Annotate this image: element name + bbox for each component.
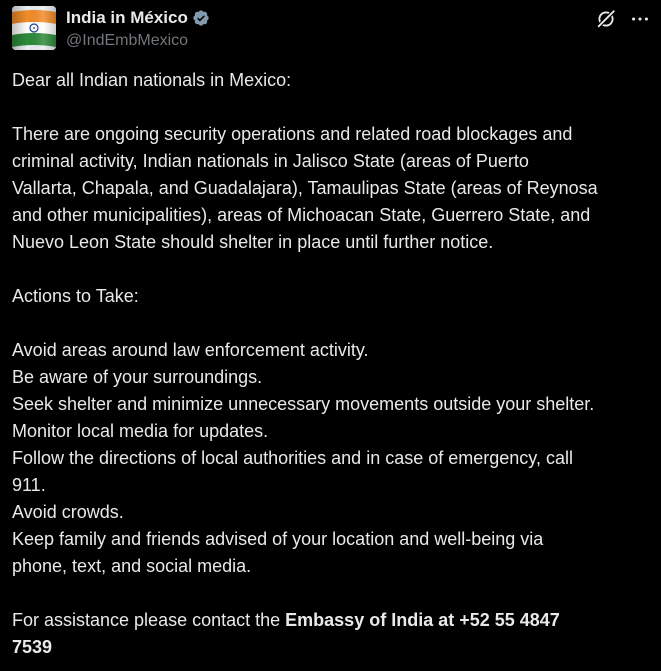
grok-icon[interactable] [595, 8, 617, 30]
action-line: Be aware of your surroundings. [12, 367, 263, 387]
actions-heading: Actions to Take: [12, 286, 139, 306]
action-line: Monitor local media for updates. [12, 421, 269, 441]
embassy-contact-continued: 7539 [12, 637, 53, 657]
action-line: phone, text, and social media. [12, 556, 252, 576]
action-line: Avoid areas around law enforcement activity. [12, 340, 369, 360]
india-flag-icon [12, 6, 56, 50]
action-line: Keep family and friends advised of your location and well-being via [12, 529, 544, 549]
actions-list [12, 337, 654, 580]
paragraph-line: and other municipalities), areas of Michoacan State, Guerrero State, and [12, 205, 591, 225]
paragraph-line: Vallarta, Chapala, and Guadalajara), Tamaulipas State (areas of Reynosa [12, 178, 598, 198]
paragraph-gap [12, 310, 654, 337]
action-line: Seek shelter and minimize unnecessary movements outside your shelter. [12, 394, 595, 414]
embassy-contact: Embassy of India at +52 55 4847 [285, 610, 560, 630]
greeting: Dear all Indian nationals in Mexico: [12, 70, 292, 90]
avatar[interactable] [12, 6, 56, 50]
display-name[interactable]: India in México [66, 8, 188, 27]
post-text [12, 67, 654, 661]
name-row [66, 7, 210, 29]
more-options-icon[interactable] [629, 8, 651, 30]
paragraph-gap [12, 94, 654, 121]
verified-badge-icon[interactable] [192, 9, 210, 27]
assistance-paragraph [12, 607, 654, 661]
paragraph-line: There are ongoing security operations and related road blockages and [12, 124, 573, 144]
paragraph-gap [12, 256, 654, 283]
handle[interactable]: @IndEmbMexico [66, 32, 189, 49]
paragraph-line: Nuevo Leon State should shelter in place until further notice. [12, 232, 494, 252]
top-actions [595, 8, 651, 30]
action-line: 911. [12, 475, 46, 495]
author-info [66, 7, 210, 52]
action-line: Avoid crowds. [12, 502, 124, 522]
paragraph-line: criminal activity, Indian nationals in Jalisco State (areas of Puerto [12, 151, 529, 171]
action-line: Follow the directions of local authorities and in case of emergency, call [12, 448, 573, 468]
assistance-prefix: For assistance please contact the [12, 610, 286, 630]
paragraph-gap [12, 580, 654, 607]
assistance-line [12, 607, 654, 634]
security-paragraph [12, 121, 654, 256]
